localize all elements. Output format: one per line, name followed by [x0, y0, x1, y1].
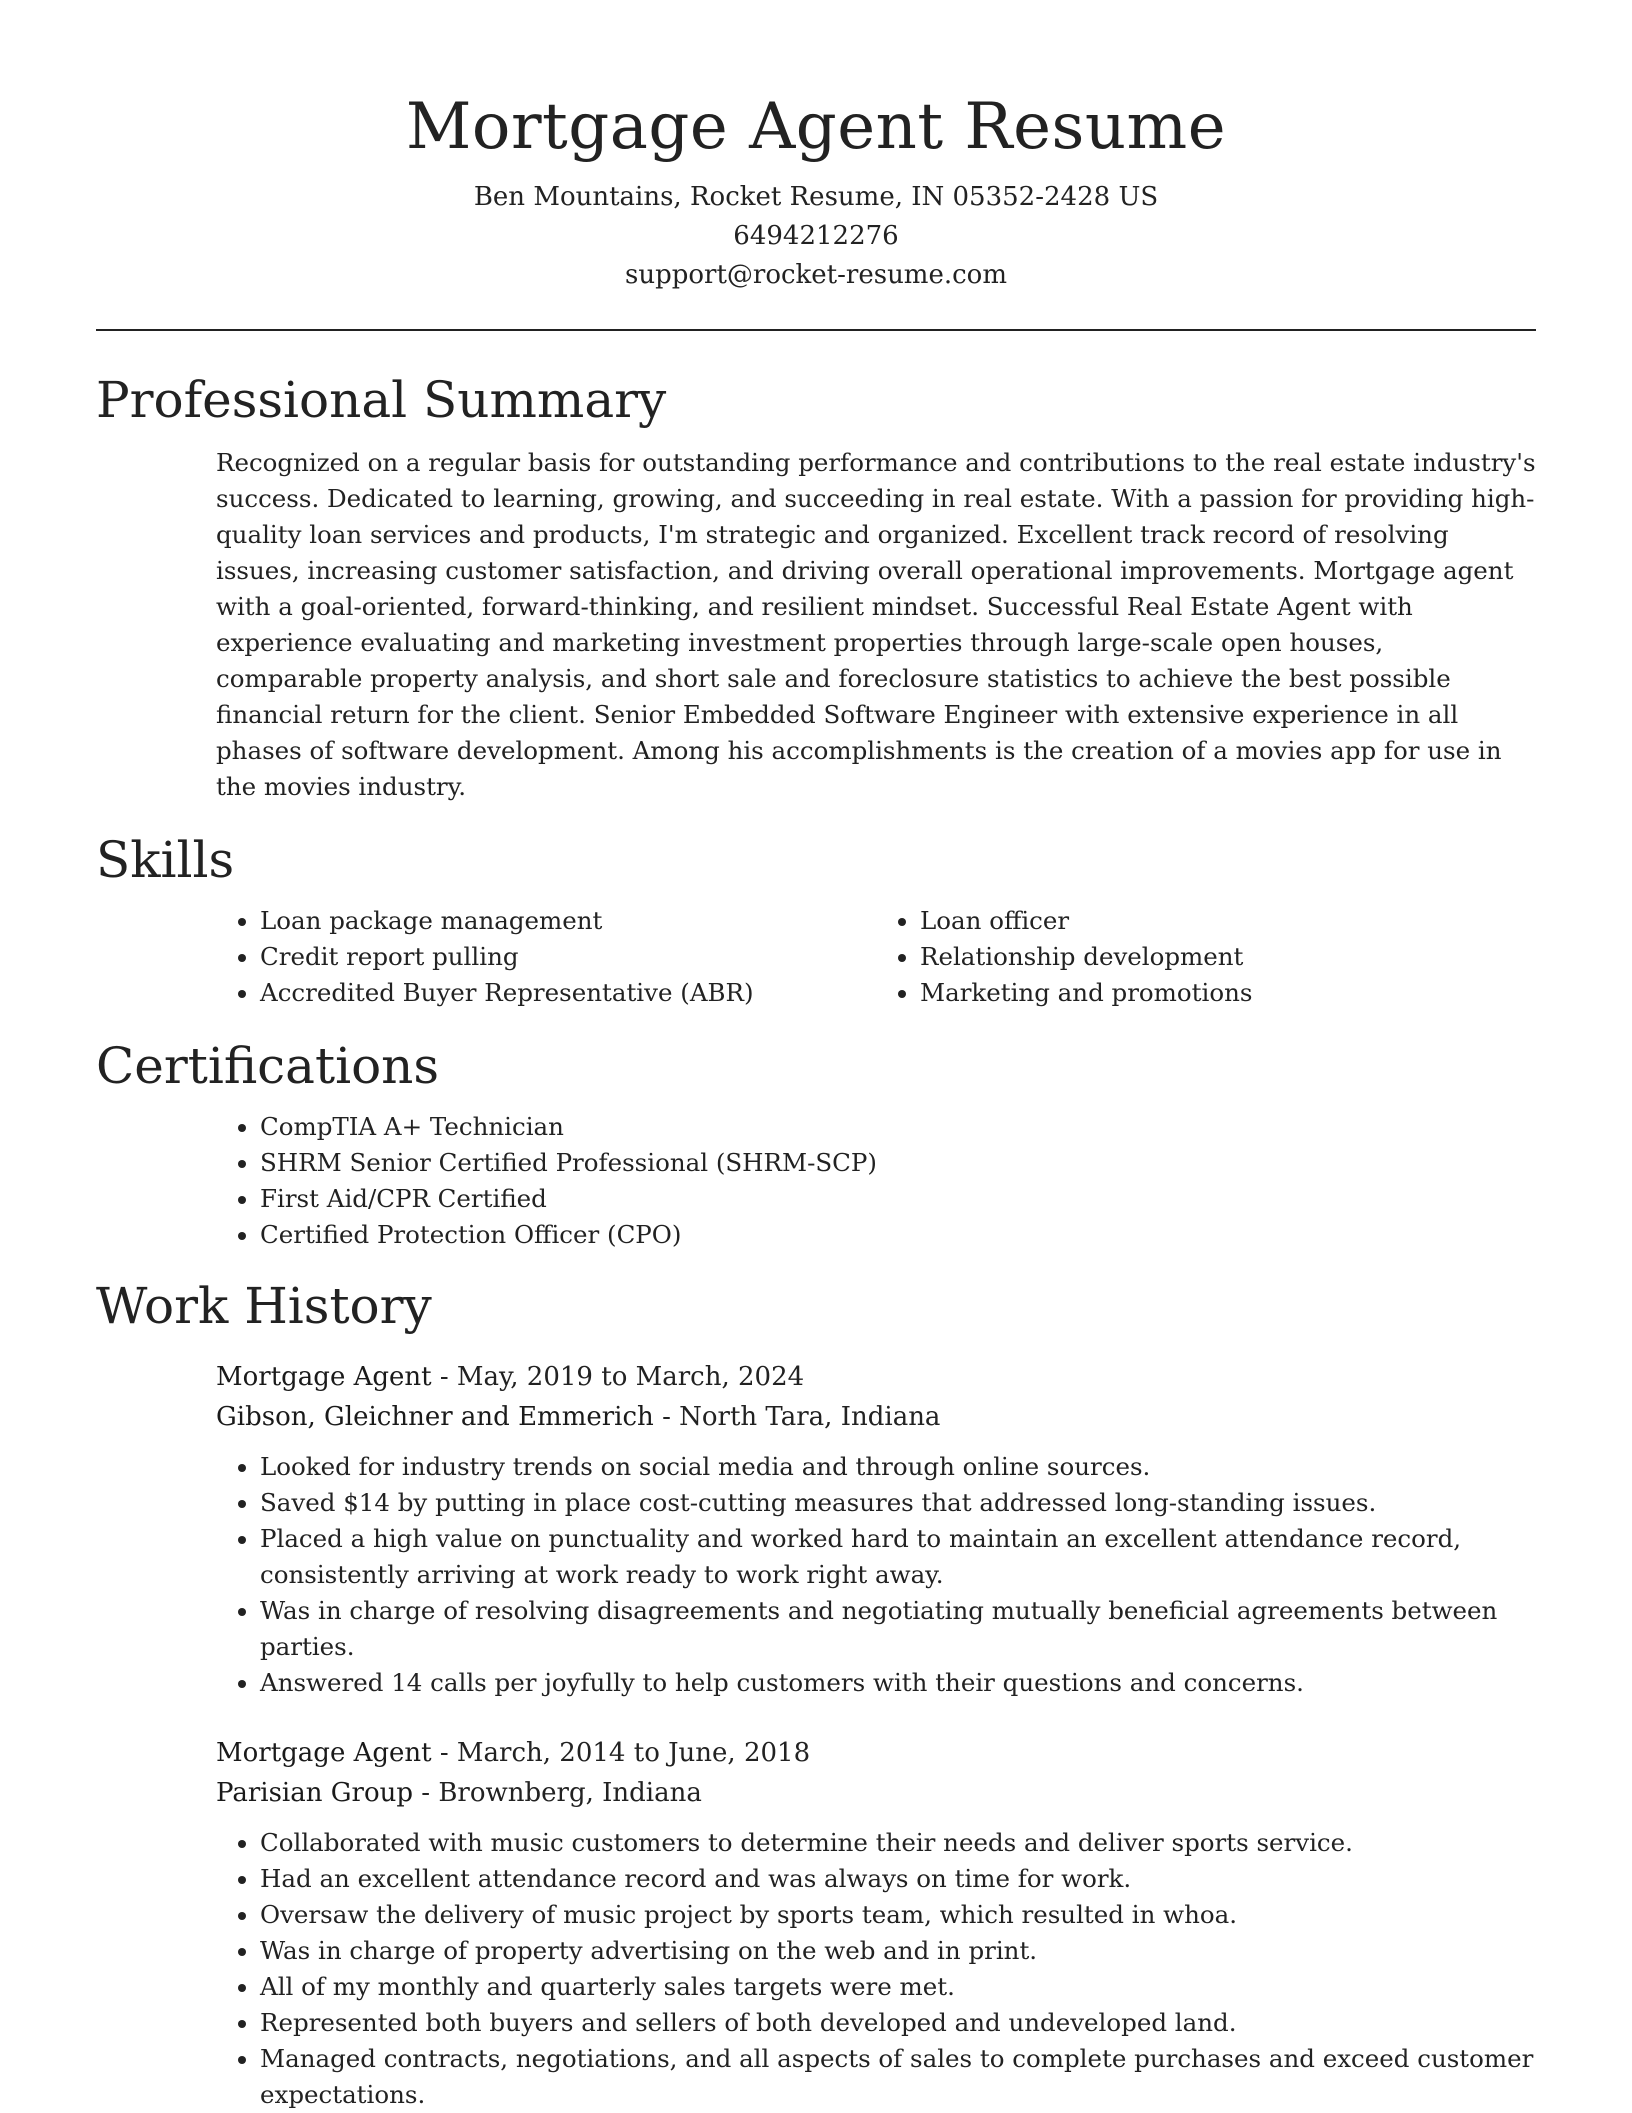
contact-phone: 6494212276	[733, 221, 899, 251]
certifications-heading: Certifications	[96, 1037, 440, 1095]
skill-item: • Loan package management	[260, 903, 876, 939]
job-company-line: Gibson, Gleichner and Emmerich - North Tara, Indiana	[216, 1402, 941, 1432]
skill-item: • Marketing and promotions	[920, 975, 1536, 1011]
job-duty: • Had an excellent attendance record and was always on time for work.	[260, 1861, 1536, 1897]
skill-item: • Loan officer	[920, 903, 1536, 939]
certification-item: • Certified Protection Officer (CPO)	[260, 1217, 1536, 1253]
summary-heading: Professional Summary	[96, 371, 667, 429]
job-duty: • Was in charge of resolving disagreements and negotiating mutually beneficial agreements between parties.	[260, 1593, 1536, 1665]
skills-section	[96, 829, 1536, 1011]
certifications-section	[96, 1035, 1536, 1253]
work-history-section	[96, 1275, 1536, 2113]
job-dates: March, 2014 to June, 2018	[456, 1738, 811, 1768]
header-divider	[96, 329, 1536, 331]
job-duty: • All of my monthly and quarterly sales targets were met.	[260, 1969, 1536, 2005]
summary-section	[96, 369, 1536, 805]
job-duty: • Looked for industry trends on social media and through online sources.	[260, 1449, 1536, 1485]
job-duty: • Was in charge of property advertising on the web and in print.	[260, 1933, 1536, 1969]
contact-address: Ben Mountains, Rocket Resume, IN 05352-2428 US	[473, 182, 1159, 212]
certifications-list	[216, 1109, 1536, 1253]
job-entry	[216, 1733, 1536, 2113]
job-dates: May, 2019 to March, 2024	[456, 1362, 805, 1392]
job-location: Brownberg, Indiana	[438, 1778, 702, 1808]
job-duty: • Collaborated with music customers to determine their needs and deliver sports service.	[260, 1825, 1536, 1861]
skill-item: • Credit report pulling	[260, 939, 876, 975]
summary-text: Recognized on a regular basis for outstanding performance and contributions to the real estate industry's success. Dedicated to learning, growing, and succeeding in real estate. With a passion for providing high-quality loan services and products, I'm strategic and organized. Excellent track record of resolving issues, increasing customer satisfaction, and driving overall operational improvements. Mortgage agent with a goal-oriented, forward-thinking, and resilient mindset. Successful Real Estate Agent with experience evaluating and marketing investment properties through large-scale open houses, comparable property analysis, and short sale and foreclosure statistics to achieve the best possible financial return for the client. Senior Embedded Software Engineer with extensive experience in all phases of software development. Among his accomplishments is the creation of a movies app for use in the movies industry.	[216, 448, 1536, 801]
skill-item: • Accredited Buyer Representative (ABR)	[260, 975, 876, 1011]
skills-grid	[216, 903, 1536, 1011]
job-role: Mortgage Agent	[216, 1362, 432, 1392]
job-duty: • Represented both buyers and sellers of both developed and undeveloped land.	[260, 2005, 1536, 2041]
job-company-line: Parisian Group - Brownberg, Indiana	[216, 1778, 702, 1808]
job-duty: • Saved $14 by putting in place cost-cutting measures that addressed long-standing issues.	[260, 1485, 1536, 1521]
skills-list-left	[216, 903, 876, 1011]
resume-header	[96, 0, 1536, 295]
certification-item: • SHRM Senior Certified Professional (SHRM-SCP)	[260, 1145, 1536, 1181]
job-company: Gibson, Gleichner and Emmerich	[216, 1402, 654, 1432]
resume-title: Mortgage Agent Resume	[405, 90, 1227, 164]
work-history-heading: Work History	[96, 1277, 432, 1335]
job-duties-list	[216, 1825, 1536, 2113]
job-location: North Tara, Indiana	[679, 1402, 941, 1432]
contact-email: support@rocket-resume.com	[624, 260, 1007, 290]
job-duty: • Answered 14 calls per joyfully to help customers with their questions and concerns.	[260, 1665, 1536, 1701]
job-duty: • Oversaw the delivery of music project by sports team, which resulted in whoa.	[260, 1897, 1536, 1933]
job-duties-list	[216, 1449, 1536, 1701]
job-entry	[216, 1357, 1536, 1701]
job-duty: • Managed contracts, negotiations, and all aspects of sales to complete purchases and exceed customer expectations.	[260, 2041, 1536, 2113]
resume-page	[96, 0, 1536, 2113]
skills-heading: Skills	[96, 831, 235, 889]
skills-list-right	[876, 903, 1536, 1011]
certification-item: • CompTIA A+ Technician	[260, 1109, 1536, 1145]
certification-item: • First Aid/CPR Certified	[260, 1181, 1536, 1217]
job-role: Mortgage Agent	[216, 1738, 432, 1768]
job-duty: • Placed a high value on punctuality and worked hard to maintain an excellent attendance record, consistently arriving at work ready to work right away.	[260, 1521, 1536, 1593]
job-title-line: Mortgage Agent - March, 2014 to June, 2018	[216, 1738, 811, 1768]
job-company: Parisian Group	[216, 1778, 413, 1808]
job-title-line: Mortgage Agent - May, 2019 to March, 2024	[216, 1362, 805, 1392]
skill-item: • Relationship development	[920, 939, 1536, 975]
